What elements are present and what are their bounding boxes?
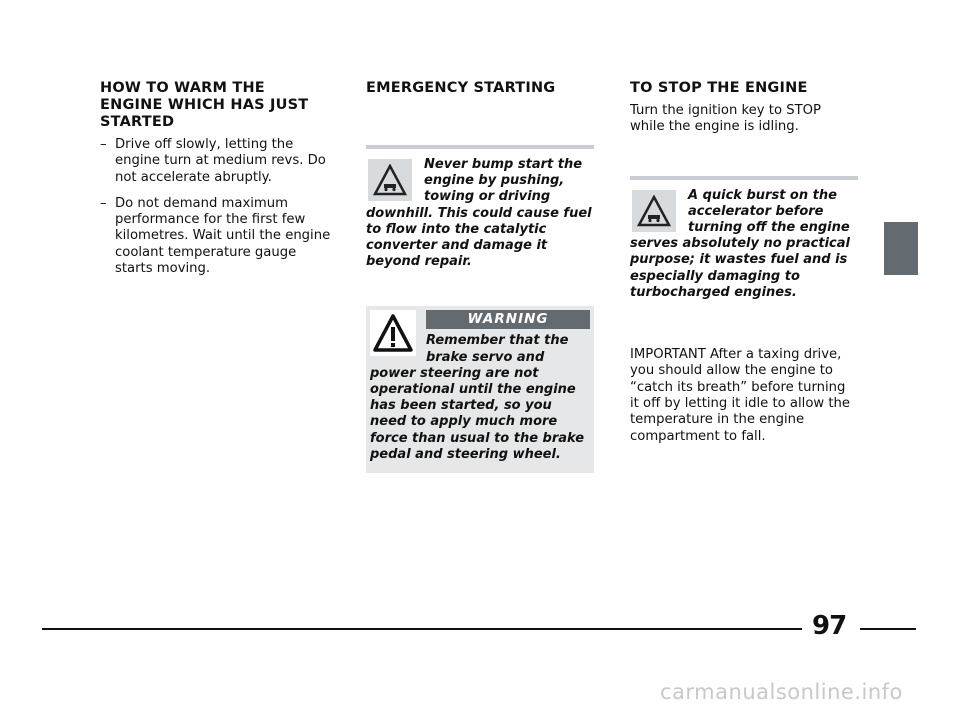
list-item — [100, 137, 332, 186]
spacer — [630, 301, 858, 347]
caution-note-accelerator — [630, 188, 858, 301]
warning-triangle-icon — [370, 310, 416, 356]
caution-divider — [366, 145, 594, 149]
spacer — [366, 103, 594, 145]
important-paragraph: IMPORTANT After a taxing drive, you should allow the engine to “catch its breath” before turning it off by letting it idle to allow the temperature in the engine compartment to fall. — [630, 347, 851, 444]
page-number: 97 — [812, 611, 847, 641]
list-item — [100, 196, 332, 277]
list-item-text: Drive off slowly, letting the engine turn at medium revs. Do not accelerate abruptly. — [115, 137, 326, 185]
warning-label: WARNING — [426, 310, 590, 329]
footer-rule-left — [42, 628, 802, 630]
column-stop-engine — [630, 80, 858, 445]
footer-rule-right — [860, 628, 916, 630]
warm-engine-list — [100, 137, 332, 277]
warning-panel — [366, 306, 594, 473]
spacer — [366, 270, 594, 306]
caution-note-text: Never bump start the engine by pushing, towing or driving downhill. This could cause fuel to flow into the catalytic converter and damage it beyond repair. — [366, 157, 592, 270]
section-heading-stop-engine: TO STOP THE ENGINE — [630, 80, 808, 96]
column-emergency-starting — [366, 80, 594, 473]
warning-text: Remember that the brake servo and power steering are not operational until the engine has been started, so you need to apply much more force than usual to the brake pedal and steering wheel. — [370, 333, 585, 462]
caution-note-bump-start — [366, 157, 594, 270]
caution-car-triangle-icon — [368, 159, 412, 201]
chapter-tab — [884, 222, 918, 275]
caution-note-text: A quick burst on the accelerator before turning off the engine serves absolutely no practical purpose; it wastes fuel and is especially damaging to turbocharged engines. — [630, 187, 850, 300]
stop-engine-intro: Turn the ignition key to STOP while the engine is idling. — [630, 103, 821, 135]
list-dash: – — [100, 137, 107, 152]
column-warm-engine — [100, 80, 332, 287]
list-item-text: Do not demand maximum performance for the first few kilometres. Wait until the engine coolant temperature gauge starts moving. — [115, 195, 331, 277]
section-heading-warm-engine: HOW TO WARM THE ENGINE WHICH HAS JUST STARTED — [100, 80, 309, 130]
watermark: carmanualsonline.info — [660, 680, 903, 704]
list-dash: – — [100, 195, 107, 211]
caution-car-triangle-icon — [632, 190, 676, 232]
section-heading-emergency-starting: EMERGENCY STARTING — [366, 80, 556, 96]
caution-divider — [630, 176, 858, 180]
spacer — [630, 136, 858, 176]
